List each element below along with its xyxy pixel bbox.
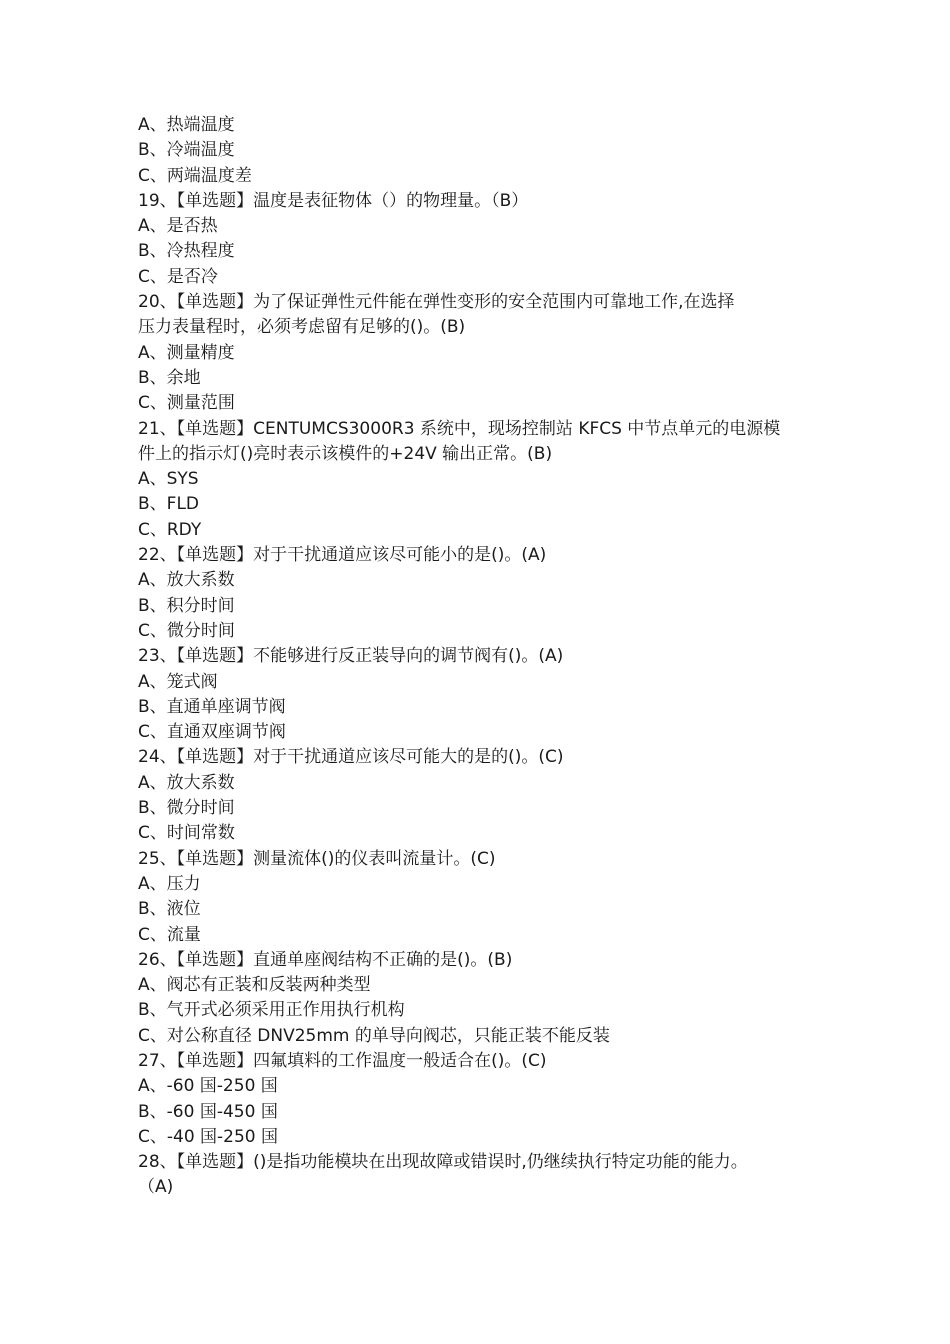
question-line: 23、【单选题】不能够进行反正装导向的调节阀有()。(A) [138, 646, 564, 667]
option-line: C、对公称直径 DNV25mm 的单导向阀芯，只能正装不能反装 [138, 1025, 610, 1046]
option-line: B、-60 国-450 国 [138, 1101, 278, 1122]
option-line: A、测量精度 [138, 342, 235, 363]
question-line: 28、【单选题】()是指功能模块在出现故障或错误时,仍继续执行特定功能的能力。 [138, 1152, 748, 1173]
option-line: A、笼式阀 [138, 671, 218, 692]
option-line: B、微分时间 [138, 798, 235, 819]
option-line: A、-60 国-250 国 [138, 1076, 278, 1097]
question-line: （A) [138, 1177, 174, 1198]
option-line: B、直通单座调节阀 [138, 696, 286, 717]
option-line: C、-40 国-250 国 [138, 1126, 279, 1147]
option-line: A、放大系数 [138, 772, 235, 793]
question-line: 压力表量程时，必须考虑留有足够的()。(B) [138, 317, 466, 338]
question-list [138, 113, 828, 1201]
question-line: 24、【单选题】对于干扰通道应该尽可能大的是的()。(C) [138, 747, 564, 768]
option-line: B、积分时间 [138, 595, 235, 616]
option-line: C、微分时间 [138, 620, 235, 641]
option-line: A、放大系数 [138, 570, 235, 591]
option-line: C、是否冷 [138, 266, 218, 287]
option-line: A、是否热 [138, 216, 218, 237]
option-line: C、两端温度差 [138, 165, 252, 186]
question-line: 21、【单选题】CENTUMCS3000R3 系统中，现场控制站 KFCS 中节点单元的电源模 [138, 418, 781, 439]
option-line: A、压力 [138, 873, 201, 894]
option-line: B、液位 [138, 899, 201, 920]
option-line: B、FLD [138, 494, 200, 515]
option-line: C、时间常数 [138, 823, 235, 844]
option-line: C、测量范围 [138, 393, 235, 414]
option-line: B、气开式必须采用正作用执行机构 [138, 1000, 405, 1021]
question-line: 26、【单选题】直通单座阀结构不正确的是()。(B) [138, 949, 513, 970]
option-line: B、冷端温度 [138, 140, 235, 161]
option-line: A、热端温度 [138, 115, 235, 135]
option-line: A、阀芯有正装和反装两种类型 [138, 975, 371, 996]
option-line: A、SYS [138, 469, 199, 490]
option-line: C、流量 [138, 924, 201, 945]
option-line: B、余地 [138, 367, 201, 388]
question-line: 25、【单选题】测量流体()的仪表叫流量计。(C) [138, 848, 496, 869]
question-line: 19、【单选题】温度是表征物体（）的物理量。（B） [138, 190, 529, 211]
question-line: 27、【单选题】四氟填料的工作温度一般适合在()。(C) [138, 1050, 547, 1071]
question-line: 件上的指示灯()亮时表示该模件的+24V 输出正常。(B) [138, 443, 553, 464]
question-line: 22、【单选题】对于干扰通道应该尽可能小的是()。(A) [138, 545, 547, 566]
option-line: C、RDY [138, 519, 202, 540]
question-line: 20、【单选题】为了保证弹性元件能在弹性变形的安全范围内可靠地工作,在选择 [138, 292, 735, 313]
option-line: C、直通双座调节阀 [138, 722, 286, 743]
option-line: B、冷热程度 [138, 241, 235, 262]
